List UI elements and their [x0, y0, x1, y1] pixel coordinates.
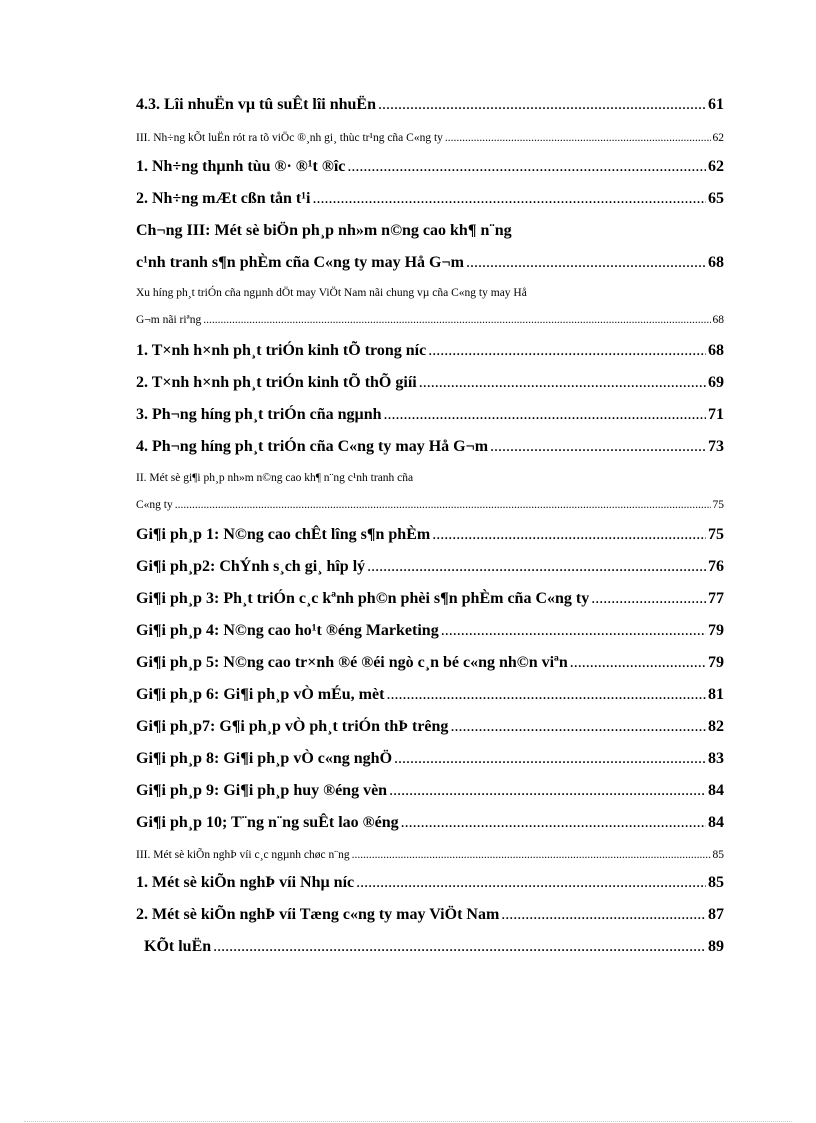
dot-leader	[347, 158, 706, 176]
toc-entry	[136, 686, 724, 704]
dot-leader	[428, 342, 706, 360]
toc-entry	[136, 438, 724, 456]
toc-entry-title: 3. Ph¬ng híng ph¸t triÓn cña ngµnh	[136, 406, 382, 423]
dot-leader	[356, 874, 706, 892]
toc-entry-title: 2. Mét sè kiÕn nghÞ víi Tæng c«ng ty may ViÖt Nam	[136, 906, 500, 923]
toc-entry-title: Gi¶i ph¸p 10; T¨ng n¨ng suÊt lao ®éng	[136, 814, 399, 831]
dot-leader	[386, 686, 706, 704]
dot-leader	[570, 654, 706, 672]
toc-entry-title: 2. T×nh h×nh ph¸t triÓn kinh tÕ thÕ giíi	[136, 374, 417, 391]
dot-leader	[312, 190, 706, 208]
toc-entry	[136, 874, 724, 892]
dot-leader	[419, 374, 706, 392]
toc-entry-title: Gi¶i ph¸p 3: Ph¸t triÓn c¸c kªnh ph©n phèi s¶n phÈm cña C«ng ty	[136, 590, 590, 607]
toc-entry-page: 89	[708, 938, 724, 955]
dot-leader	[389, 782, 706, 800]
toc-entry	[136, 190, 724, 208]
dot-leader	[501, 906, 706, 924]
toc-entry-title: 4. Ph¬ng híng ph¸t triÓn cña C«ng ty may Hå G¬m	[136, 438, 489, 455]
dot-leader	[450, 718, 706, 736]
toc-entry	[136, 254, 724, 272]
toc-entry	[136, 406, 724, 424]
toc-entry	[136, 750, 724, 768]
toc-entry-title: III. Nh÷ng kÕt luËn rót ra tõ viÖc ®¸nh gi¸ thùc tr¹ng cña C«ng ty	[136, 132, 443, 144]
toc-entry	[136, 718, 724, 736]
toc-entry-line: Xu híng ph¸t triÓn cña ngµnh dÖt may ViÖt Nam nãi chung vµ cña C«ng ty may Hå	[136, 287, 527, 299]
dot-leader	[367, 558, 706, 576]
toc-entry	[136, 590, 724, 608]
dot-leader	[378, 96, 706, 114]
chapter-heading-line: Ch¬ng III: Mét sè biÖn ph¸p nh»m n©ng cao kh¶ n¨ng	[136, 222, 512, 239]
toc-entry	[136, 374, 724, 392]
toc-entry-page: 79	[708, 654, 724, 671]
dot-leader	[591, 590, 706, 608]
dot-leader	[213, 938, 706, 956]
toc-entry	[136, 814, 724, 832]
toc-entry-page: 62	[712, 132, 724, 144]
toc-entry-title: Gi¶i ph¸p7: G¶i ph¸p vÒ ph¸t triÓn thÞ trêng	[136, 718, 449, 735]
toc-entry	[136, 342, 724, 360]
toc-entry-page: 87	[708, 906, 724, 923]
toc-entry-page: 85	[712, 849, 724, 861]
toc-entry-page: 68	[712, 314, 724, 326]
toc-entry	[144, 938, 724, 956]
toc-entry-title: c¹nh tranh s¶n phÈm cña C«ng ty may Hå G¬m	[136, 254, 464, 271]
toc-entry-page: 62	[708, 158, 724, 175]
toc-entry-page: 71	[708, 406, 724, 423]
toc-entry-title: Gi¶i ph¸p 4: N©ng cao ho¹t ®éng Marketing	[136, 622, 439, 639]
toc-entry-page: 84	[708, 814, 724, 831]
toc-entry	[136, 654, 724, 672]
toc-entry-title: C«ng ty	[136, 499, 173, 511]
toc-entry-page: 83	[708, 750, 724, 767]
toc-entry-page: 75	[708, 526, 724, 543]
toc-entry	[136, 526, 724, 544]
toc-entry-page: 77	[708, 590, 724, 607]
toc-entry-title: 1. Nh÷ng thµnh tùu ®· ®¹t ®îc	[136, 158, 346, 175]
dot-leader	[175, 499, 711, 511]
dot-leader	[490, 438, 706, 456]
toc-entry-page: 84	[708, 782, 724, 799]
page-bottom-border	[24, 1121, 792, 1122]
toc-entry-line: II. Mét sè gi¶i ph¸p nh»m n©ng cao kh¶ n¨ng c¹nh tranh cña	[136, 472, 414, 484]
toc-entry-page: 85	[708, 874, 724, 891]
toc-entry-title: Gi¶i ph¸p2: ChÝnh s¸ch gi¸ hîp lý	[136, 558, 366, 575]
toc-entry	[136, 782, 724, 800]
toc-entry	[136, 132, 724, 144]
toc-entry-title: Gi¶i ph¸p 6: Gi¶i ph¸p vÒ mÉu, mèt	[136, 686, 385, 703]
toc-entry-title: KÕt luËn	[144, 938, 212, 955]
dot-leader	[441, 622, 706, 640]
dot-leader	[203, 314, 710, 326]
toc-entry	[136, 96, 724, 114]
toc-entry-title: 1. Mét sè kiÕn nghÞ víi Nhµ níc	[136, 874, 355, 891]
dot-leader	[445, 132, 711, 144]
toc-entry	[136, 314, 724, 326]
dot-leader	[384, 406, 706, 424]
toc-entry-page: 69	[708, 374, 724, 391]
toc-entry-page: 61	[708, 96, 724, 113]
toc-entry-page: 73	[708, 438, 724, 455]
toc-entry-page: 79	[708, 622, 724, 639]
toc-entry-title: Gi¶i ph¸p 9: Gi¶i ph¸p huy ®éng vèn	[136, 782, 388, 799]
dot-leader	[466, 254, 706, 272]
toc-entry	[136, 906, 724, 924]
toc-entry	[136, 849, 724, 861]
toc-entry-title: 1. T×nh h×nh ph¸t triÓn kinh tÕ trong níc	[136, 342, 427, 359]
toc-entry	[136, 558, 724, 576]
toc-entry-title: Gi¶i ph¸p 8: Gi¶i ph¸p vÒ c«ng nghÖ	[136, 750, 393, 767]
toc-entry	[136, 499, 724, 511]
toc-entry-page: 75	[712, 499, 724, 511]
toc-entry-page: 81	[708, 686, 724, 703]
toc-entry-page: 65	[708, 190, 724, 207]
toc-entry-page: 82	[708, 718, 724, 735]
toc-entry	[136, 158, 724, 176]
toc-entry-title: 2. Nh÷ng mÆt cßn tån t¹i	[136, 190, 311, 207]
dot-leader	[352, 849, 711, 861]
toc-entry-title: Gi¶i ph¸p 5: N©ng cao tr×nh ®é ®éi ngò c¸n bé c«ng nh©n viªn	[136, 654, 568, 671]
toc-entry-title: III. Mét sè kiÕn nghÞ víi c¸c ngµnh chøc n¨ng	[136, 849, 350, 861]
toc-entry-title: G¬m nãi riªng	[136, 314, 202, 326]
dot-leader	[401, 814, 706, 832]
toc-entry-title: Gi¶i ph¸p 1: N©ng cao chÊt lîng s¶n phÈm	[136, 526, 431, 543]
toc-entry-title: 4.3. Lîi nhuËn vµ tû suÊt lîi nhuËn	[136, 96, 376, 113]
toc-entry-page: 68	[708, 254, 724, 271]
dot-leader	[432, 526, 706, 544]
toc-entry-page: 76	[708, 558, 724, 575]
toc-entry-page: 68	[708, 342, 724, 359]
toc-entry	[136, 622, 724, 640]
dot-leader	[394, 750, 706, 768]
